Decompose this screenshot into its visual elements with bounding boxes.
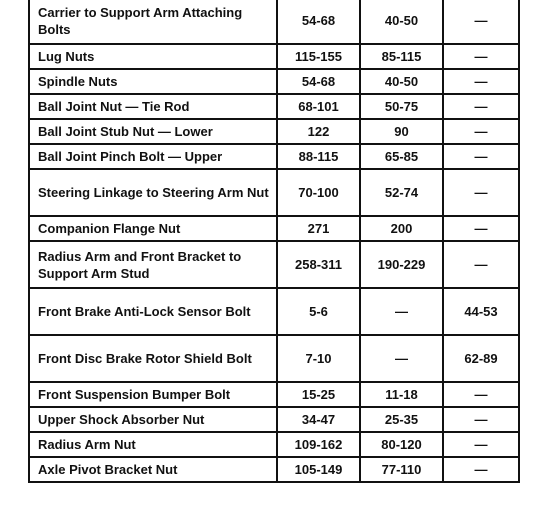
component-name-cell: Radius Arm and Front Bracket to Support Arm Stud <box>29 241 277 288</box>
torque-col2-cell: 90 <box>360 119 443 144</box>
torque-col3-cell: — <box>443 119 519 144</box>
torque-col3-cell: — <box>443 169 519 216</box>
component-name-cell: Upper Shock Absorber Nut <box>29 407 277 432</box>
torque-col2-cell: 40-50 <box>360 0 443 44</box>
torque-col1-cell: 105-149 <box>277 457 360 482</box>
table-row <box>29 432 519 457</box>
table-row <box>29 457 519 482</box>
table-row <box>29 69 519 94</box>
table-body <box>29 0 519 482</box>
torque-col1-cell: 109-162 <box>277 432 360 457</box>
torque-col2-cell: 85-115 <box>360 44 443 69</box>
torque-col3-cell: — <box>443 382 519 407</box>
torque-col2-cell: 190-229 <box>360 241 443 288</box>
torque-col1-cell: 7-10 <box>277 335 360 382</box>
torque-col2-cell: 25-35 <box>360 407 443 432</box>
component-name-cell: Steering Linkage to Steering Arm Nut <box>29 169 277 216</box>
table-row <box>29 119 519 144</box>
torque-col1-cell: 54-68 <box>277 0 360 44</box>
torque-col2-cell: 80-120 <box>360 432 443 457</box>
torque-col3-cell: — <box>443 241 519 288</box>
table-row <box>29 288 519 335</box>
torque-col1-cell: 271 <box>277 216 360 241</box>
torque-col3-cell: — <box>443 94 519 119</box>
torque-spec-table-wrapper <box>28 0 518 483</box>
torque-col3-cell: — <box>443 0 519 44</box>
component-name-cell: Carrier to Support Arm Attaching Bolts <box>29 0 277 44</box>
torque-col2-cell: 200 <box>360 216 443 241</box>
torque-col1-cell: 15-25 <box>277 382 360 407</box>
torque-col3-cell: 44-53 <box>443 288 519 335</box>
torque-col3-cell: 62-89 <box>443 335 519 382</box>
torque-spec-table <box>28 0 520 483</box>
component-name-cell: Ball Joint Nut — Tie Rod <box>29 94 277 119</box>
torque-col3-cell: — <box>443 432 519 457</box>
component-name-cell: Ball Joint Pinch Bolt — Upper <box>29 144 277 169</box>
table-row <box>29 44 519 69</box>
torque-col3-cell: — <box>443 216 519 241</box>
torque-col1-cell: 115-155 <box>277 44 360 69</box>
table-row <box>29 94 519 119</box>
table-row <box>29 407 519 432</box>
torque-col1-cell: 68-101 <box>277 94 360 119</box>
torque-col3-cell: — <box>443 44 519 69</box>
torque-col2-cell: 65-85 <box>360 144 443 169</box>
table-row <box>29 335 519 382</box>
component-name-cell: Ball Joint Stub Nut — Lower <box>29 119 277 144</box>
table-row <box>29 241 519 288</box>
component-name-cell: Radius Arm Nut <box>29 432 277 457</box>
component-name-cell: Front Brake Anti-Lock Sensor Bolt <box>29 288 277 335</box>
torque-col3-cell: — <box>443 69 519 94</box>
component-name-cell: Companion Flange Nut <box>29 216 277 241</box>
torque-col1-cell: 88-115 <box>277 144 360 169</box>
component-name-cell: Spindle Nuts <box>29 69 277 94</box>
torque-col2-cell: — <box>360 288 443 335</box>
torque-col1-cell: 258-311 <box>277 241 360 288</box>
torque-col3-cell: — <box>443 407 519 432</box>
torque-col1-cell: 70-100 <box>277 169 360 216</box>
component-name-cell: Front Disc Brake Rotor Shield Bolt <box>29 335 277 382</box>
torque-col1-cell: 122 <box>277 119 360 144</box>
torque-col1-cell: 34-47 <box>277 407 360 432</box>
table-row <box>29 382 519 407</box>
torque-col3-cell: — <box>443 144 519 169</box>
component-name-cell: Axle Pivot Bracket Nut <box>29 457 277 482</box>
torque-col3-cell: — <box>443 457 519 482</box>
torque-col2-cell: 50-75 <box>360 94 443 119</box>
torque-col1-cell: 5-6 <box>277 288 360 335</box>
component-name-cell: Front Suspension Bumper Bolt <box>29 382 277 407</box>
torque-col2-cell: 52-74 <box>360 169 443 216</box>
table-row <box>29 0 519 44</box>
torque-col2-cell: 40-50 <box>360 69 443 94</box>
table-row <box>29 144 519 169</box>
torque-col2-cell: 77-110 <box>360 457 443 482</box>
torque-col2-cell: 11-18 <box>360 382 443 407</box>
component-name-cell: Lug Nuts <box>29 44 277 69</box>
torque-col2-cell: — <box>360 335 443 382</box>
torque-col1-cell: 54-68 <box>277 69 360 94</box>
table-row <box>29 169 519 216</box>
table-row <box>29 216 519 241</box>
